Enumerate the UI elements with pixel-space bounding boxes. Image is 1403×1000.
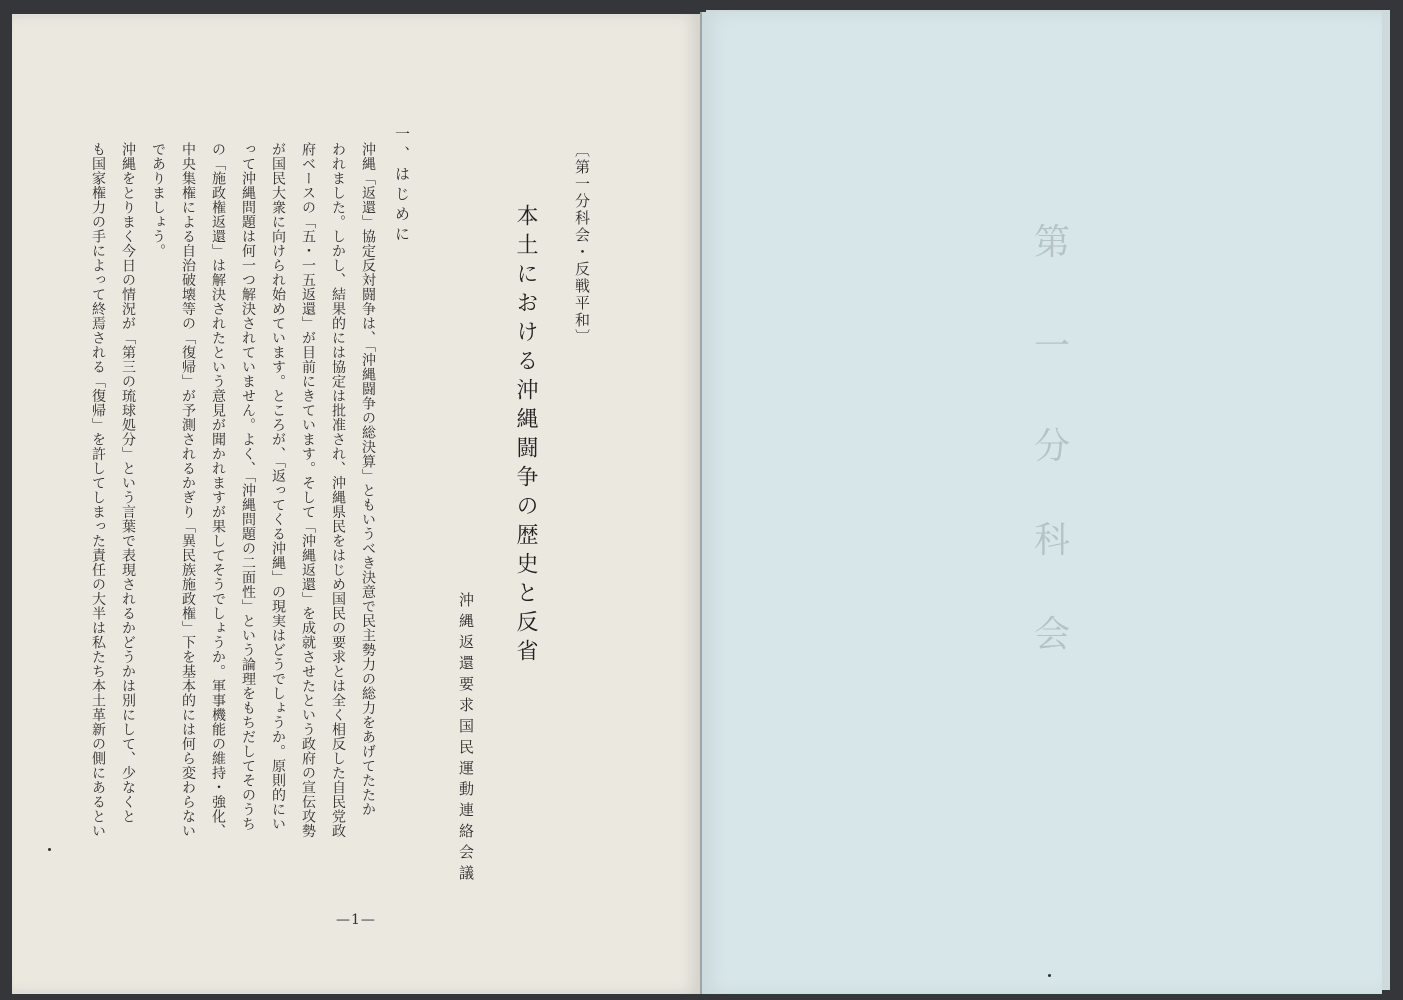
body-line: 沖縄「返還」協定反対闘争は、「沖縄闘争の総決算」ともいうべき決意で民主勢力の総力をあげてたたか (360, 142, 376, 817)
cover-title-char: 第 (1033, 222, 1070, 263)
document-title: 本土における沖縄闘争の歴史と反省 (513, 204, 538, 668)
body-line: 沖縄をとりまく今日の情況が「第三の琉球処分」という言葉で表現されるかどうかは別にして、少なくと (120, 142, 136, 824)
body-line: でありましょう。 (150, 142, 166, 258)
body-line: も国家権力の手によって終焉される「復帰」を許してしまった責任の大半は私たち本土革新の側にあるとい (90, 142, 106, 838)
cover-title-char: 一 (1033, 326, 1070, 367)
body-line: われました。しかし、結果的には協定は批准され、沖縄県民をはじめ国民の要求とは全く相反した自民党政 (330, 142, 346, 838)
page-number: —1— (336, 912, 376, 928)
body-line: が国民大衆に向けられ始めています。ところが、「返ってくる沖縄」の現実はどうでしょうか。原則的にい (270, 142, 286, 831)
paper-speck (48, 848, 51, 851)
paper-speck (1048, 974, 1051, 977)
left-page (12, 14, 700, 994)
section-label: 〔第一分科会・反戦平和〕 (573, 142, 591, 346)
cover-title-char: 分 (1033, 426, 1070, 467)
section-heading: 一、はじめに (393, 126, 411, 246)
cover-title-char: 科 (1033, 520, 1070, 561)
cover-title-char: 会 (1033, 614, 1070, 655)
body-line: の「施政権返還」は解決されたという意見が聞かれますが果してそうでしょうか。軍事機能の維持・強化、 (210, 142, 226, 838)
body-line: って沖縄問題は何一つ解決されていません。よく、「沖縄問題の二面性」という論理をもちだしてそのうち (240, 142, 256, 831)
right-cover-page (702, 12, 1382, 994)
body-line: 府ベースの「五・一五返還」が目前にきています。そして「沖縄返還」を成就させたという政府の宣伝攻勢 (300, 142, 316, 838)
author-organization: 沖縄返還要求国民運動連絡会議 (457, 592, 475, 886)
body-line: 中央集権による自治破壊等の「復帰」が予測されるかぎり「異民族施政権」下を基本的には何ら変わらない (180, 142, 196, 838)
